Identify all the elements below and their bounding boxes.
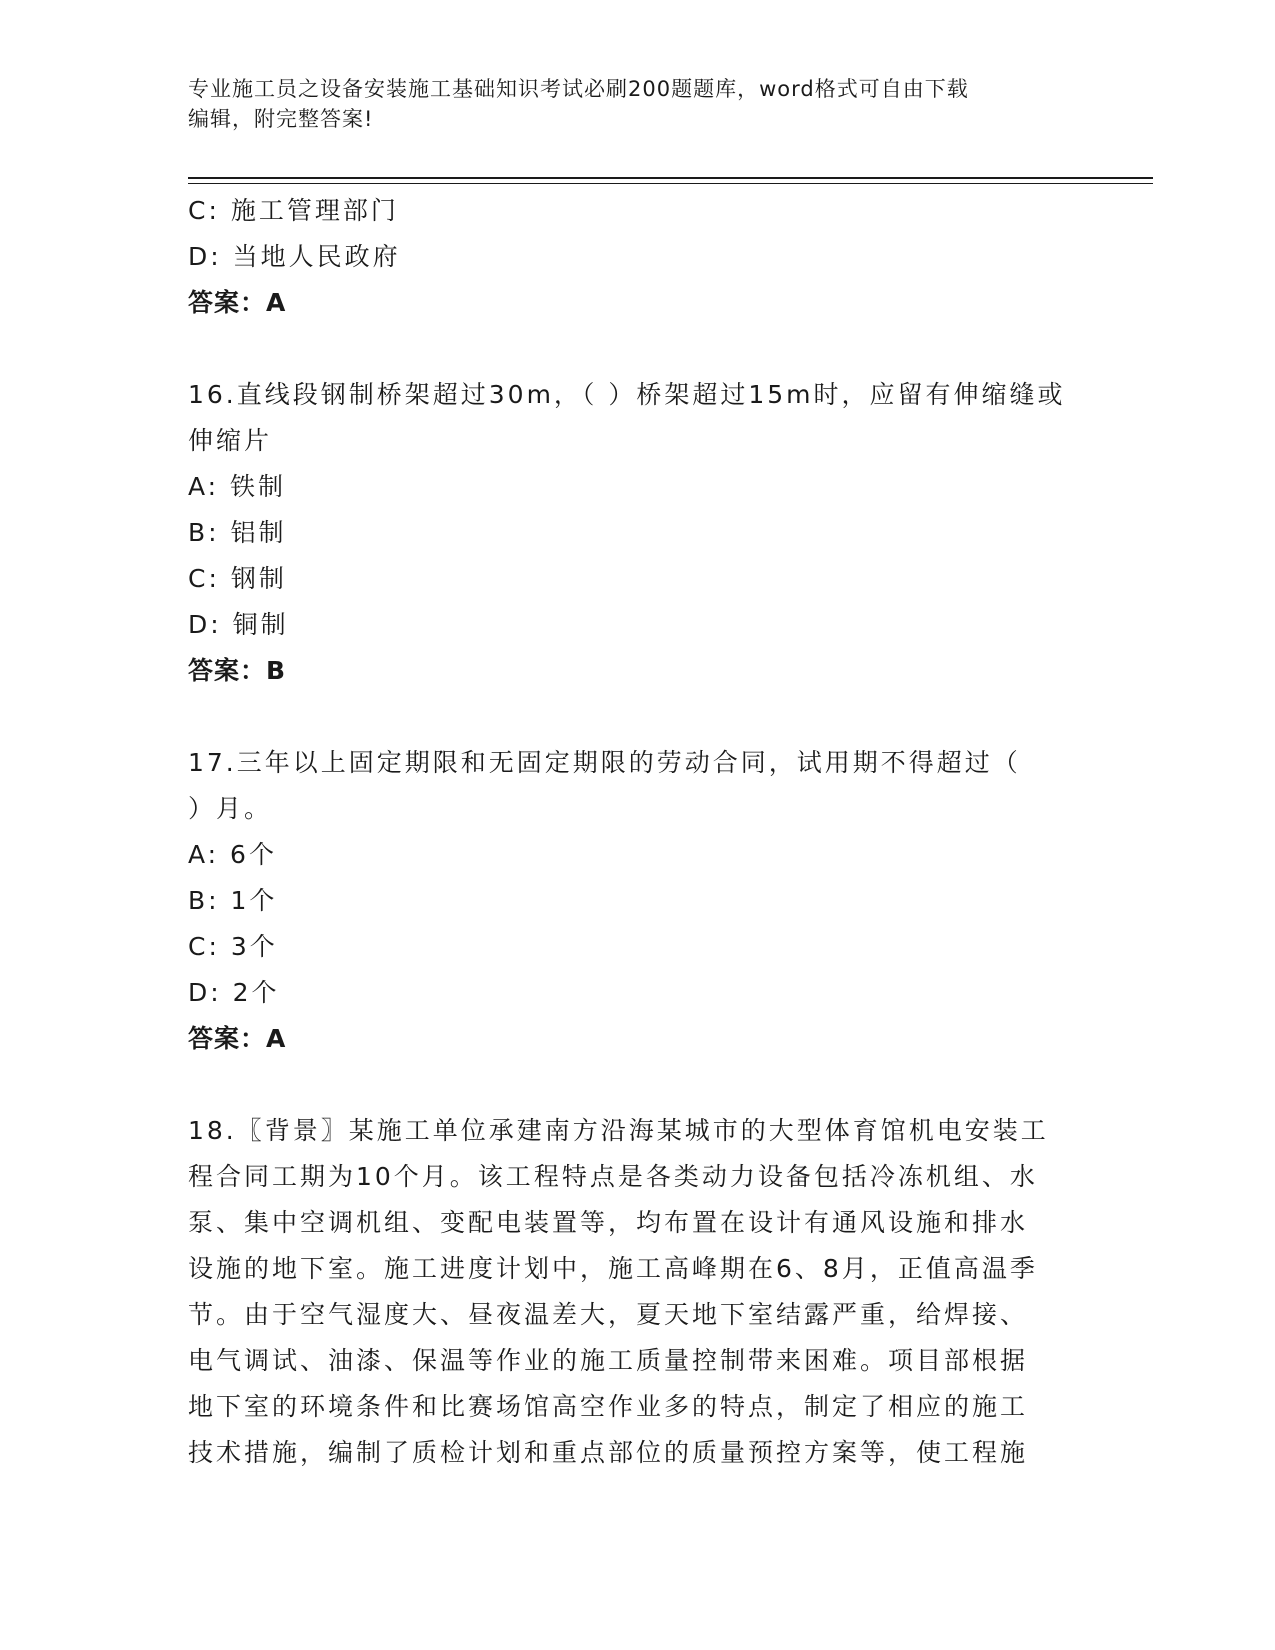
option-a: A: 铁制 <box>188 472 287 501</box>
option-c: C: 施工管理部门 <box>188 196 399 225</box>
header-divider-thin <box>188 183 1153 184</box>
option-d: D: 铜制 <box>188 610 289 639</box>
answer: 答案：A <box>188 1024 287 1053</box>
answer: 答案：B <box>188 656 287 685</box>
question-text-line: 地下室的环境条件和比赛场馆高空作业多的特点，制定了相应的施工 <box>188 1392 1029 1421</box>
question-text-line: 16.直线段钢制桥架超过30m，（ ）桥架超过15m时，应留有伸缩缝或 <box>188 380 1066 409</box>
page-header <box>188 74 1068 134</box>
question-text-line: ）月。 <box>188 794 273 823</box>
option-a: A: 6个 <box>188 840 277 869</box>
question-text-line: 泵、集中空调机组、变配电装置等，均布置在设计有通风设施和排水 <box>188 1208 1029 1237</box>
option-b: B: 铝制 <box>188 518 287 547</box>
question-17 <box>188 740 1088 1062</box>
spacer <box>188 326 1088 372</box>
header-line-1: 专业施工员之设备安装施工基础知识考试必刷200题题库，word格式可自由下载 <box>188 77 969 101</box>
question-16 <box>188 372 1088 694</box>
question-text-line: 技术措施，编制了质检计划和重点部位的质量预控方案等，使工程施 <box>188 1438 1029 1467</box>
question-text-line: 17.三年以上固定期限和无固定期限的劳动合同，试用期不得超过（ <box>188 748 1021 777</box>
question-text-line: 节。由于空气湿度大、昼夜温差大，夏天地下室结露严重，给焊接、 <box>188 1300 1029 1329</box>
option-b: B: 1个 <box>188 886 278 915</box>
option-d: D: 当地人民政府 <box>188 242 401 271</box>
header-divider-thick <box>188 177 1153 179</box>
spacer <box>188 1062 1088 1108</box>
answer: 答案：A <box>188 288 287 317</box>
option-d: D: 2个 <box>188 978 280 1007</box>
question-text-line: 电气调试、油漆、保温等作业的施工质量控制带来困难。项目部根据 <box>188 1346 1029 1375</box>
question-content <box>188 188 1088 1476</box>
option-c: C: 钢制 <box>188 564 287 593</box>
question-text-line: 伸缩片 <box>188 426 273 455</box>
question-text-line: 程合同工期为10个月。该工程特点是各类动力设备包括冷冻机组、水 <box>188 1162 1038 1191</box>
spacer <box>188 694 1088 740</box>
question-18 <box>188 1108 1088 1476</box>
question-text-line: 18.〖背景〗某施工单位承建南方沿海某城市的大型体育馆机电安装工 <box>188 1116 1049 1145</box>
header-line-2: 编辑，附完整答案! <box>188 107 374 131</box>
question-text-line: 设施的地下室。施工进度计划中，施工高峰期在6、8月，正值高温季 <box>188 1254 1038 1283</box>
option-c: C: 3个 <box>188 932 278 961</box>
question-15-tail <box>188 188 1088 326</box>
